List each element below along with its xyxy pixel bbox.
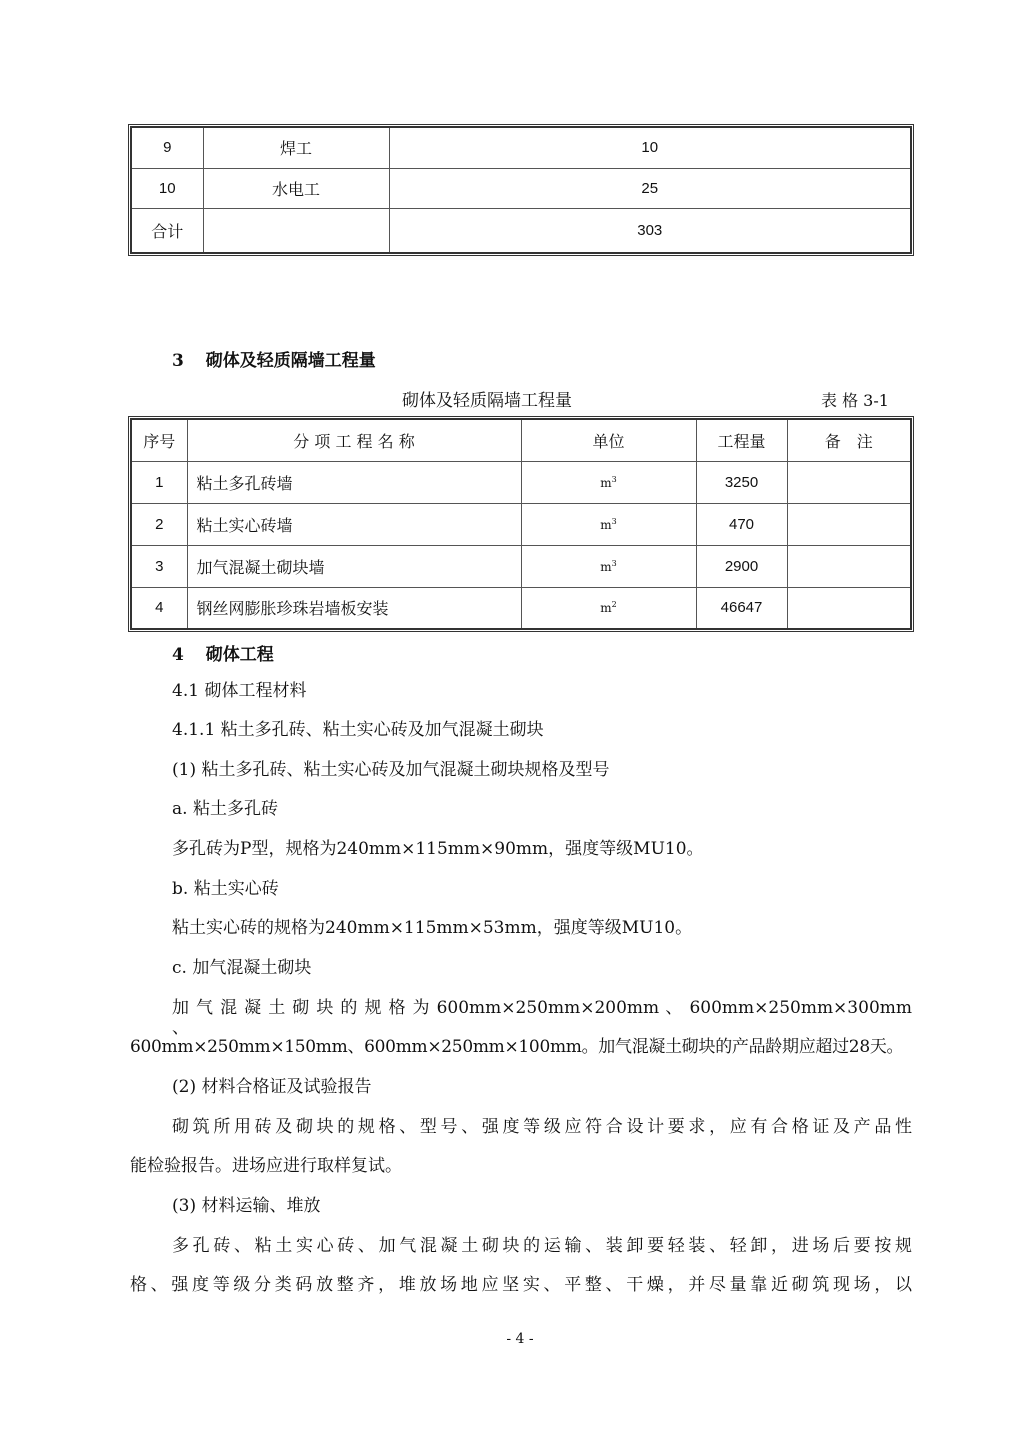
item-b-heading: b. 粘土实心砖 (172, 879, 279, 899)
unit-base: m (600, 601, 612, 616)
labor-total-count: 303 (389, 208, 911, 253)
unit-exponent: 3 (611, 474, 617, 484)
table-header-row (131, 419, 911, 461)
row-qty: 2900 (696, 545, 787, 587)
labor-trade (203, 208, 389, 253)
item-a-heading: a. 粘土多孔砖 (172, 799, 278, 819)
table-row-total (131, 208, 911, 253)
labor-table (130, 126, 912, 254)
unit-base: m (600, 475, 612, 490)
row-name: 粘土实心砖墙 (187, 503, 521, 545)
item-2-heading: (2) 材料合格证及试验报告 (172, 1077, 372, 1097)
item-c-heading: c. 加气混凝土砌块 (172, 958, 312, 978)
header-unit: 单位 (521, 419, 696, 461)
row-unit (521, 587, 696, 629)
row-unit (521, 503, 696, 545)
item-3-heading: (3) 材料运输、堆放 (172, 1196, 321, 1216)
unit-exponent: 3 (611, 558, 617, 568)
labor-no: 9 (131, 127, 203, 168)
unit-exponent: 2 (611, 600, 617, 610)
header-no: 序号 (131, 419, 187, 461)
row-no: 3 (131, 545, 187, 587)
unit-exponent: 3 (611, 516, 617, 526)
row-unit (521, 545, 696, 587)
paragraph-line: 600mm×250mm×150mm、600mm×250mm×100mm。加气混凝土砌块的产品龄期应超过28天。 (130, 1037, 904, 1057)
table-row (131, 168, 911, 208)
row-qty: 470 (696, 503, 787, 545)
subsection-4-1: 4.1 砌体工程材料 (172, 681, 307, 701)
section-3-title: 砌体及轻质隔墙工程量 (205, 351, 376, 371)
header-note: 备 注 (787, 419, 911, 461)
paragraph-line: 粘土实心砖的规格为240mm×115mm×53mm，强度等级MU10。 (172, 918, 693, 938)
row-name: 粘土多孔砖墙 (187, 461, 521, 503)
header-name: 分 项 工 程 名 称 (187, 419, 521, 461)
labor-trade: 水电工 (203, 168, 389, 208)
masonry-quantity-table (130, 418, 912, 630)
paragraph-line: 多孔砖、粘土实心砖、加气混凝土砌块的运输、装卸要轻装、轻卸，进场后要按规 (172, 1236, 912, 1256)
labor-trade: 焊工 (203, 127, 389, 168)
row-no: 4 (131, 587, 187, 629)
section-3-number: 3 (172, 351, 184, 371)
row-qty: 3250 (696, 461, 787, 503)
section-4-heading (172, 640, 274, 665)
row-no: 1 (131, 461, 187, 503)
table-title: 砌体及轻质隔墙工程量 (402, 391, 572, 411)
table-row (131, 461, 911, 503)
paragraph-line: 加 气 混 凝 土 砌 块 的 规 格 为 600mm×250mm×200mm 、 600mm×250mm×300mm 、 (172, 998, 912, 1038)
unit-base: m (600, 517, 612, 532)
header-qty: 工程量 (696, 419, 787, 461)
paragraph-line: 能检验报告。进场应进行取样复试。 (130, 1156, 402, 1176)
row-note (787, 461, 911, 503)
labor-count: 10 (389, 127, 911, 168)
table-ref: 表 格 3-1 (821, 391, 889, 410)
item-1-heading: (1) 粘土多孔砖、粘土实心砖及加气混凝土砌块规格及型号 (172, 760, 610, 780)
labor-count: 25 (389, 168, 911, 208)
section-4-title: 砌体工程 (205, 645, 274, 665)
section-3-heading (172, 346, 376, 371)
subsection-4-1-1: 4.1.1 粘土多孔砖、粘土实心砖及加气混凝土砌块 (172, 720, 544, 740)
paragraph-line: 砌筑所用砖及砌块的规格、型号、强度等级应符合设计要求，应有合格证及产品性 (172, 1117, 912, 1137)
labor-no: 10 (131, 168, 203, 208)
unit-base: m (600, 559, 612, 574)
page-number: - 4 - (506, 1331, 534, 1347)
row-unit (521, 461, 696, 503)
row-note (787, 587, 911, 629)
table-row (131, 503, 911, 545)
row-note (787, 503, 911, 545)
paragraph-line: 格、强度等级分类码放整齐，堆放场地应坚实、平整、干燥，并尽量靠近砌筑现场，以 (130, 1275, 912, 1295)
table-row (131, 127, 911, 168)
row-qty: 46647 (696, 587, 787, 629)
row-name: 钢丝网膨胀珍珠岩墙板安装 (187, 587, 521, 629)
paragraph-line: 多孔砖为P型，规格为240mm×115mm×90mm，强度等级MU10。 (172, 839, 704, 859)
row-note (787, 545, 911, 587)
row-no: 2 (131, 503, 187, 545)
section-4-number: 4 (172, 645, 184, 665)
table-row (131, 587, 911, 629)
table-row (131, 545, 911, 587)
row-name: 加气混凝土砌块墙 (187, 545, 521, 587)
labor-total-label: 合计 (131, 208, 203, 253)
